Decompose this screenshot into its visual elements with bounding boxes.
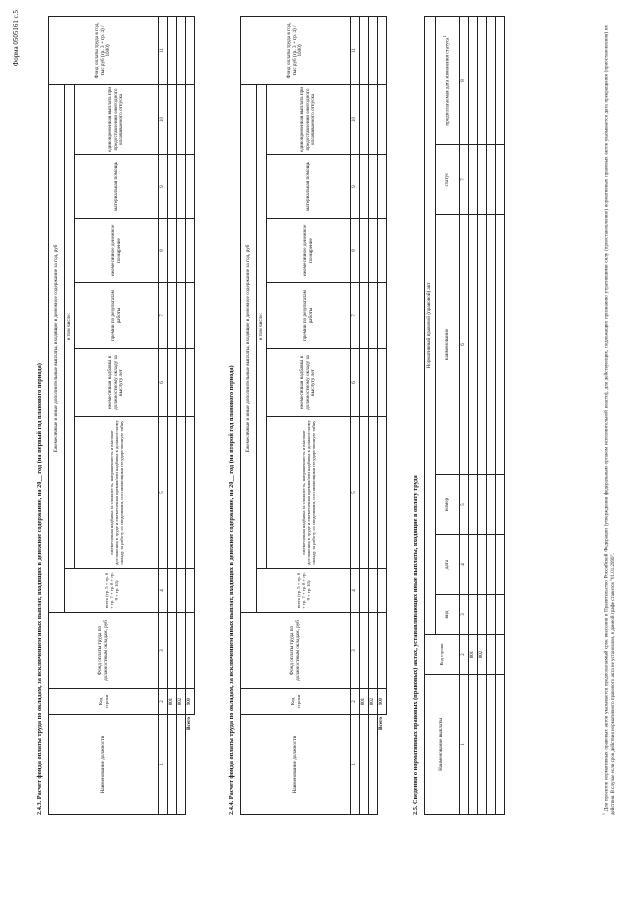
header-payment-name: Наименование выплаты <box>425 675 460 815</box>
cell-input[interactable] <box>177 613 186 689</box>
cell-input[interactable] <box>369 349 378 417</box>
cell-input[interactable] <box>478 215 487 475</box>
cell-input[interactable] <box>168 715 177 815</box>
header-position-name: Наименование должности <box>49 715 159 815</box>
cell-input[interactable] <box>168 349 177 417</box>
cell-input[interactable] <box>478 475 487 535</box>
cell-input[interactable] <box>487 535 496 595</box>
cell-input[interactable] <box>469 16 478 144</box>
cell-input[interactable] <box>487 595 496 635</box>
table-row <box>360 16 369 814</box>
cell-input[interactable] <box>360 84 369 154</box>
cell-input[interactable] <box>496 475 505 535</box>
col-number: 8 <box>351 219 360 283</box>
col-number: 3 <box>460 595 469 635</box>
cell-input[interactable] <box>378 349 387 417</box>
header-col-8: ежемесячное денежное поощрение <box>75 219 159 283</box>
total-row <box>186 16 195 814</box>
row-code: 002 <box>478 635 487 675</box>
cell-input[interactable] <box>496 675 505 815</box>
cell-input[interactable] <box>496 635 505 675</box>
cell-input[interactable] <box>186 613 195 689</box>
cell-input[interactable] <box>378 155 387 219</box>
col-number: 2 <box>460 635 469 675</box>
footnote-text: Для проектов нормативных правовых актов указывается предполагаемый срок внесения в Правительство Российской Федерации (утверждения федеральным органом исполнительной власти), для действующих, подлежащих признанию утратившими силу (приостановлению) нормативных правовых актов указывается дата прекращения (приостановления) их действия. В случае если срок действия нормативного правового акта не установлен, в данной графе ставится "01.01.2999". <box>604 25 617 815</box>
header-act-date: дата <box>436 535 460 595</box>
header-col-10: единовременная выплата при предоставлении ежегодного оплачиваемого отпуска <box>267 84 351 154</box>
col-number: 7 <box>460 145 469 215</box>
col-number: 2 <box>159 689 168 715</box>
header-line-code: Код строки <box>49 689 159 715</box>
header-col-9: материальная помощь <box>75 155 159 219</box>
cell-input[interactable] <box>360 219 369 283</box>
col-number: 9 <box>351 155 360 219</box>
header-annual-fund: Фонд оплаты труда в год, тыс руб (гр. 3 + гр. 4) / 1000) <box>49 16 159 84</box>
cell-input[interactable] <box>478 595 487 635</box>
cell-input[interactable] <box>478 675 487 815</box>
cell-input[interactable] <box>177 84 186 154</box>
header-act-number: номер <box>436 475 460 535</box>
header-line-code: Код строки <box>241 689 351 715</box>
cell-input[interactable] <box>496 16 505 144</box>
cell-input[interactable] <box>186 155 195 219</box>
header-col-8: ежемесячное денежное поощрение <box>267 219 351 283</box>
cell-input[interactable] <box>360 155 369 219</box>
row-code: 001 <box>469 635 478 675</box>
col-number: 7 <box>351 283 360 349</box>
cell-input[interactable] <box>177 155 186 219</box>
footnote-mark: 1 <box>442 35 448 38</box>
header-act-type: вид <box>436 595 460 635</box>
header-line-code: Код строки <box>425 635 460 675</box>
header-act-name: наименование <box>436 215 460 475</box>
cell-input[interactable] <box>487 16 496 144</box>
col-number: 6 <box>159 349 168 417</box>
cell-input[interactable] <box>186 417 195 569</box>
col-number: 7 <box>159 283 168 349</box>
table-row <box>369 16 378 814</box>
header-col-5: ежемесячная надбавка за сложность, напряженность и высокие достижения в труде и ежемесячная премия/или надбавка к должностному окладу за работу со сведениями, составляющими государственную тайну <box>75 417 159 569</box>
cell-input[interactable] <box>360 16 369 84</box>
col-number: 5 <box>460 475 469 535</box>
total-label: Всего <box>378 717 385 730</box>
col-number: 3 <box>159 613 168 689</box>
cell-input[interactable] <box>168 569 177 613</box>
row-code: 002 <box>177 689 186 715</box>
cell-input[interactable] <box>496 535 505 595</box>
header-annual-fund: Фонд оплаты труда в год, тыс руб (гр. 3 + гр. 4) / 1000) <box>241 16 351 84</box>
cell-input[interactable] <box>168 417 177 569</box>
row-code: 001 <box>168 689 177 715</box>
table-row <box>469 16 478 814</box>
col-number: 4 <box>159 569 168 613</box>
table-row <box>177 16 186 814</box>
cell-input[interactable] <box>177 569 186 613</box>
cell-input[interactable] <box>487 475 496 535</box>
col-number: 6 <box>460 215 469 475</box>
cell-input[interactable] <box>487 635 496 675</box>
cell-input[interactable] <box>360 569 369 613</box>
table-row <box>487 16 496 814</box>
col-number: 6 <box>351 349 360 417</box>
header-act-status: статус <box>436 145 460 215</box>
cell-input[interactable] <box>369 613 378 689</box>
header-col-7: премии по результатам работы <box>267 283 351 349</box>
section-244-title: 2.4.4. Расчет фонда оплаты труда по окладам, за исключением иных выплат, входящих в денежное содержание, на 20__ год (на второй год планового периода) <box>228 365 235 815</box>
table-244 <box>240 16 387 815</box>
col-number: 10 <box>351 84 360 154</box>
cell-input[interactable] <box>369 283 378 349</box>
cell-input[interactable] <box>369 84 378 154</box>
cell-input[interactable] <box>369 417 378 569</box>
row-code: 002 <box>369 689 378 715</box>
cell-input[interactable] <box>168 155 177 219</box>
cell-input[interactable] <box>378 613 387 689</box>
cell-input[interactable] <box>469 475 478 535</box>
header-col-10: единовременная выплата при предоставлении ежегодного оплачиваемого отпуска <box>75 84 159 154</box>
cell-input[interactable] <box>177 715 186 815</box>
cell-input[interactable] <box>469 675 478 815</box>
cell-input[interactable] <box>378 569 387 613</box>
cell-input[interactable] <box>168 283 177 349</box>
header-salary-fund: Фонд оплаты труда по должностным окладам, руб <box>241 613 351 689</box>
header-col-6: ежемесячная надбавка к должностному окладу за выслугу лет <box>75 349 159 417</box>
cell-input[interactable] <box>177 349 186 417</box>
cell-input[interactable] <box>360 613 369 689</box>
cell-input[interactable] <box>369 219 378 283</box>
cell-input[interactable] <box>168 84 177 154</box>
table-25 <box>424 16 505 815</box>
header-total: всего (гр. 5 + гр. 6 + гр. 7 + гр. 8 + гр. 9 + гр. 10) <box>257 569 351 613</box>
col-number: 4 <box>351 569 360 613</box>
header-col-7: премии по результатам работы <box>75 283 159 349</box>
total-code: 900 <box>378 689 387 715</box>
cell-input[interactable] <box>469 535 478 595</box>
total-code: 900 <box>186 689 195 715</box>
cell-input[interactable] <box>186 84 195 154</box>
cell-input[interactable] <box>378 417 387 569</box>
col-number: 5 <box>159 417 168 569</box>
header-including: в том числе: <box>257 84 267 568</box>
col-number: 4 <box>460 535 469 595</box>
header-col-9: материальная помощь <box>267 155 351 219</box>
cell-input[interactable] <box>168 613 177 689</box>
footnote-mark: 1 <box>602 813 606 815</box>
cell-input[interactable] <box>496 215 505 475</box>
col-number: 1 <box>351 715 360 815</box>
table-row <box>478 16 487 814</box>
cell-input[interactable] <box>360 417 369 569</box>
header-col-5: ежемесячная надбавка за сложность, напряженность и высокие достижения в труде и ежемесячная премия/или надбавка к должностному окладу за работу со сведениями, составляющими государственную тайну <box>267 417 351 569</box>
cell-input[interactable] <box>360 715 369 815</box>
cell-input[interactable] <box>186 219 195 283</box>
cell-input[interactable] <box>487 215 496 475</box>
col-number: 2 <box>351 689 360 715</box>
col-number: 10 <box>159 84 168 154</box>
col-number: 5 <box>351 417 360 569</box>
total-row <box>378 16 387 814</box>
cell-input[interactable] <box>378 16 387 84</box>
col-number: 8 <box>460 16 469 144</box>
header-col-6: ежемесячная надбавка к должностному окладу за выслугу лет <box>267 349 351 417</box>
cell-input[interactable] <box>186 283 195 349</box>
total-label: Всего <box>186 717 193 730</box>
cell-input[interactable] <box>186 569 195 613</box>
cell-input[interactable] <box>469 215 478 475</box>
table-row <box>168 16 177 814</box>
col-number: 9 <box>159 155 168 219</box>
header-legal-act: Нормативный правовой (правовой) акт <box>425 16 436 634</box>
cell-input[interactable] <box>487 675 496 815</box>
cell-input[interactable] <box>487 145 496 215</box>
cell-input[interactable] <box>360 283 369 349</box>
row-code: 001 <box>360 689 369 715</box>
col-number: 1 <box>159 715 168 815</box>
header-position-name: Наименование должности <box>241 715 351 815</box>
col-number: 11 <box>351 16 360 84</box>
cell-input[interactable] <box>186 16 195 84</box>
form-code: Форма 0505161 с.5 <box>12 10 20 67</box>
header-total: всего (гр. 5 + гр. 6 + гр. 7 + гр. 8 + гр. 9 + гр. 10) <box>65 569 159 613</box>
footnote <box>602 25 618 815</box>
header-extra-payments: Ежемесячные и иные дополнительные выплаты, входящие в денежное содержание за год, руб <box>241 84 257 612</box>
section-25-title: 2.5. Сведения о нормативных правовых (правовых) актах, устанавливающих иные выплаты, входящие в оплату труда <box>412 475 419 815</box>
cell-input[interactable] <box>177 417 186 569</box>
cell-input[interactable] <box>496 145 505 215</box>
table-row <box>496 16 505 814</box>
cell-input[interactable] <box>369 569 378 613</box>
cell-input[interactable] <box>378 84 387 154</box>
cell-input[interactable] <box>177 283 186 349</box>
cell-input[interactable] <box>478 145 487 215</box>
table-243 <box>48 16 195 815</box>
cell-input[interactable] <box>369 715 378 815</box>
cell-input[interactable] <box>369 16 378 84</box>
col-number: 8 <box>159 219 168 283</box>
cell-input[interactable] <box>378 219 387 283</box>
col-number: 1 <box>460 675 469 815</box>
cell-input[interactable] <box>478 16 487 144</box>
cell-input[interactable] <box>177 219 186 283</box>
cell-input[interactable] <box>469 145 478 215</box>
col-number: 3 <box>351 613 360 689</box>
header-including: в том числе: <box>65 84 75 568</box>
cell-input[interactable] <box>496 595 505 635</box>
cell-input[interactable] <box>369 155 378 219</box>
header-status-change-date: предполагаемая дата изменения статуса$^1$ <box>436 16 460 144</box>
cell-input[interactable] <box>478 535 487 595</box>
col-number: 11 <box>159 16 168 84</box>
cell-input[interactable] <box>168 16 177 84</box>
cell-input[interactable] <box>186 349 195 417</box>
header-extra-payments: Ежемесячные и иные дополнительные выплаты, входящие в денежное содержание за год, руб <box>49 84 65 612</box>
cell-input[interactable] <box>360 349 369 417</box>
cell-input[interactable] <box>168 219 177 283</box>
cell-input[interactable] <box>378 283 387 349</box>
header-salary-fund: Фонд оплаты труда по должностным окладам, руб <box>49 613 159 689</box>
cell-input[interactable] <box>469 595 478 635</box>
cell-input[interactable] <box>177 16 186 84</box>
section-243-title: 2.4.3. Расчет фонда оплаты труда по окладам, за исключением иных выплат, входящих в денежное содержание, на 20__ год (на первый год планового периода) <box>36 363 43 815</box>
